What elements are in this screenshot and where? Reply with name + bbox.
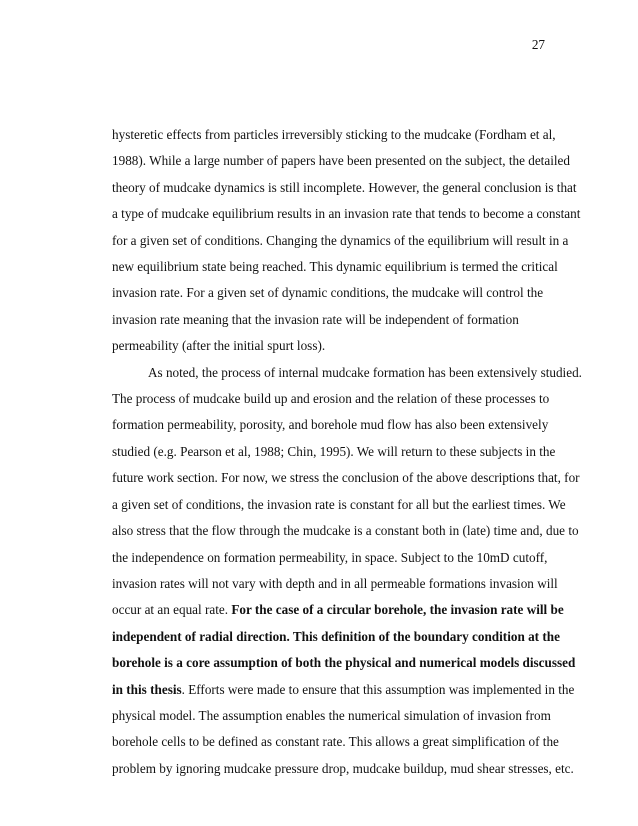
- text-line: also stress that the flow through the mudcake is a constant both in (late) time and, due to: [112, 523, 579, 539]
- text-line: The process of mudcake build up and erosion and the relation of these processes to: [112, 391, 550, 407]
- text-line: for a given set of conditions. Changing the dynamics of the equilibrium will result in a: [112, 232, 569, 248]
- text-line: physical model. The assumption enables the numerical simulation of invasion from: [112, 707, 551, 723]
- plain-text: occur at an equal rate.: [112, 602, 232, 618]
- text-line-mixed: [112, 677, 575, 703]
- body-text: [112, 122, 582, 782]
- page-number: 27: [531, 37, 545, 52]
- text-line: invasion rate. For a given set of dynamic conditions, the mudcake will control the: [112, 285, 544, 301]
- paragraph-first-line: As noted, the process of internal mudcake formation has been extensively studied.: [148, 364, 582, 380]
- text-line: theory of mudcake dynamics is still incomplete. However, the general conclusion is that: [112, 179, 577, 195]
- text-line: borehole cells to be defined as constant rate. This allows a great simplification of the: [112, 734, 559, 750]
- text-line: the independence on formation permeability, in space. Subject to the 10mD cutoff,: [112, 549, 548, 565]
- text-line: hysteretic effects from particles irreversibly sticking to the mudcake (Fordham et al,: [112, 127, 556, 142]
- text-line: formation permeability, porosity, and borehole mud flow has also been extensively: [112, 417, 549, 433]
- plain-text: . Efforts were made to ensure that this assumption was implemented in the: [181, 681, 575, 697]
- text-line: permeability (after the initial spurt loss).: [112, 338, 326, 354]
- text-line: studied (e.g. Pearson et al, 1988; Chin, 1995). We will return to these subjects in the: [112, 443, 556, 459]
- emphasized-line: independent of radial direction. This definition of the boundary condition at the: [112, 628, 560, 644]
- text-line: 1988). While a large number of papers have been presented on the subject, the detailed: [112, 153, 570, 169]
- emphasized-text: For the case of a circular borehole, the invasion rate will be: [231, 602, 564, 618]
- text-line: a given set of conditions, the invasion rate is constant for all but the earliest times. We: [112, 496, 566, 512]
- emphasized-text: in this thesis: [112, 681, 182, 697]
- text-line: invasion rates will not vary with depth and in all permeable formations invasion will: [112, 575, 558, 591]
- emphasized-line: borehole is a core assumption of both the physical and numerical models discussed: [112, 655, 576, 671]
- text-line-mixed: [112, 597, 564, 623]
- text-line: problem by ignoring mudcake pressure drop, mudcake buildup, mud shear stresses, etc.: [112, 760, 574, 776]
- text-line: a type of mudcake equilibrium results in an invasion rate that tends to become a constant: [112, 206, 581, 222]
- text-line: future work section. For now, we stress the conclusion of the above descriptions that, for: [112, 470, 580, 486]
- text-line: new equilibrium state being reached. This dynamic equilibrium is termed the critical: [112, 259, 558, 275]
- text-line: invasion rate meaning that the invasion rate will be independent of formation: [112, 311, 519, 327]
